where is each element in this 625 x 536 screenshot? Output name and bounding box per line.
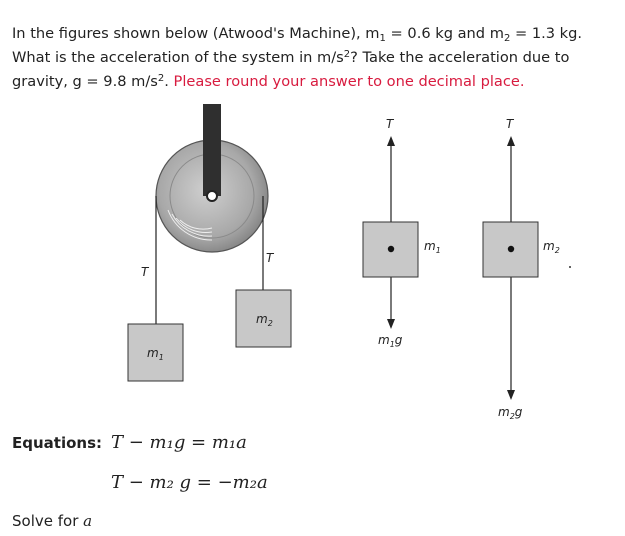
fbd1-tension-label: T [386, 117, 394, 131]
free-body-diagram-1 [363, 136, 418, 329]
pulley-axle [207, 191, 217, 201]
tension-label-right: T [266, 251, 274, 265]
question-text: In the figures shown below (Atwood's Machine), $m_1 = 0.6$ kg and $m_2 = 1.3$ kg. What is the acceleration of the system in $m/s^2$? Take the acceleration due to gravity, g = 9.8 $m/s^2$. Please round your answer to one decimal place. [12, 25, 583, 90]
stray-dot [569, 266, 571, 268]
fbd2-weight-label: $m_2g$ [498, 405, 523, 421]
fbd1-weight-label: $m_1g$ [378, 333, 403, 349]
rounding-instruction: Please round your answer to one decimal place. [173, 73, 525, 90]
free-body-diagram-2 [483, 136, 538, 400]
mass2-label: $m_2$ [256, 312, 273, 328]
tension-label-left: T [141, 265, 149, 279]
solve-prompt: Solve for a [12, 512, 93, 530]
pulley-support [203, 104, 221, 196]
fbd2-mass-label: $m_2$ [543, 239, 560, 255]
equation-2: T − m₂ g = −m₂a [111, 472, 268, 493]
mass1-label: $m_1$ [147, 346, 164, 362]
solve-variable: a [83, 512, 93, 530]
fbd1-mass-label: $m_1$ [424, 239, 441, 255]
equations-label: Equations: [12, 434, 103, 452]
equation-1: T − m₁g = m₁a [111, 432, 247, 453]
fbd2-tension-label: T [506, 117, 514, 131]
